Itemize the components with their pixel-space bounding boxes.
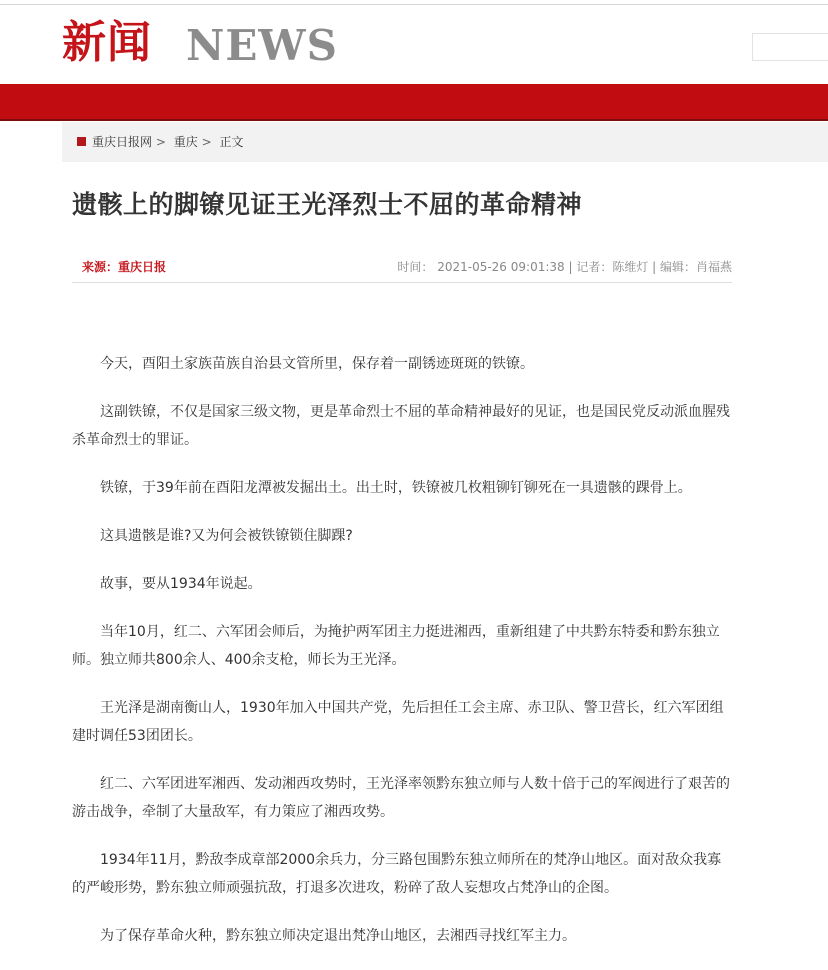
- article-paragraph: 王光泽是湖南衡山人，1930年加入中国共产党，先后担任工会主席、赤卫队、警卫营长，红六军团组建时调任53团团长。: [72, 700, 724, 744]
- breadcrumb-separator: >: [155, 135, 166, 149]
- article-paragraph: 这具遗骸是谁?又为何会被铁镣锁住脚踝?: [100, 528, 353, 544]
- article-paragraph: 1934年11月，黔敌李成章部2000余兵力，分三路包围黔东独立师所在的梵净山地区。面对敌众我寡的严峻形势，黔东独立师顽强抗敌，打退多次进攻，粉碎了敌人妄想攻占梵净山的企图。: [72, 852, 722, 896]
- breadcrumb-links: [92, 134, 247, 150]
- breadcrumb-link-home[interactable]: 重庆日报网: [92, 135, 153, 149]
- article-paragraph: 这副铁镣，不仅是国家三级文物，更是革命烈士不屈的革命精神最好的见证，也是国民党反动派血腥残杀革命烈士的罪证。: [72, 404, 730, 448]
- search-input[interactable]: [752, 33, 828, 61]
- article-paragraph: 为了保存革命火种，黔东独立师决定退出梵净山地区，去湘西寻找红军主力。: [100, 928, 576, 944]
- article-info: 时间： 2021-05-26 09:01:38 | 记者：陈维灯 | 编辑：肖福燕: [397, 260, 732, 274]
- nav-bar-bottom-line: [0, 119, 828, 121]
- nav-red-bar: [0, 84, 828, 120]
- article-body: [72, 350, 734, 970]
- article-paragraph: 铁镣，于39年前在酉阳龙潭被发掘出土。出土时，铁镣被几枚粗铆钉铆死在一具遗骸的踝骨上。: [100, 480, 692, 496]
- breadcrumb-square-icon: [77, 137, 86, 146]
- breadcrumb: [62, 122, 828, 162]
- article-paragraph: 当年10月，红二、六军团会师后，为掩护两军团主力挺进湘西，重新组建了中共黔东特委和黔东独立师。独立师共800余人、400余支枪，师长为王光泽。: [72, 624, 720, 668]
- article-paragraph: 今天，酉阳土家族苗族自治县文管所里，保存着一副锈迹斑斑的铁镣。: [100, 356, 534, 372]
- breadcrumb-link-chongqing[interactable]: 重庆: [173, 135, 198, 149]
- article-source: 来源：重庆日报: [82, 260, 167, 274]
- article-paragraph: 故事，要从1934年说起。: [100, 576, 262, 592]
- article-paragraph: 红二、六军团进军湘西、发动湘西攻势时，王光泽率领黔东独立师与人数十倍于己的军阀进行了艰苦的游击战争，牵制了大量敌军，有力策应了湘西攻势。: [72, 776, 730, 820]
- article-title: 遗骸上的脚镣见证王光泽烈士不屈的革命精神: [72, 190, 583, 219]
- site-header: [0, 5, 828, 83]
- breadcrumb-separator: >: [201, 135, 212, 149]
- article-meta: [72, 256, 732, 283]
- breadcrumb-current: 正文: [219, 135, 244, 149]
- logo-chinese[interactable]: 新闻: [62, 17, 152, 68]
- logo-english[interactable]: NEWS: [186, 21, 338, 70]
